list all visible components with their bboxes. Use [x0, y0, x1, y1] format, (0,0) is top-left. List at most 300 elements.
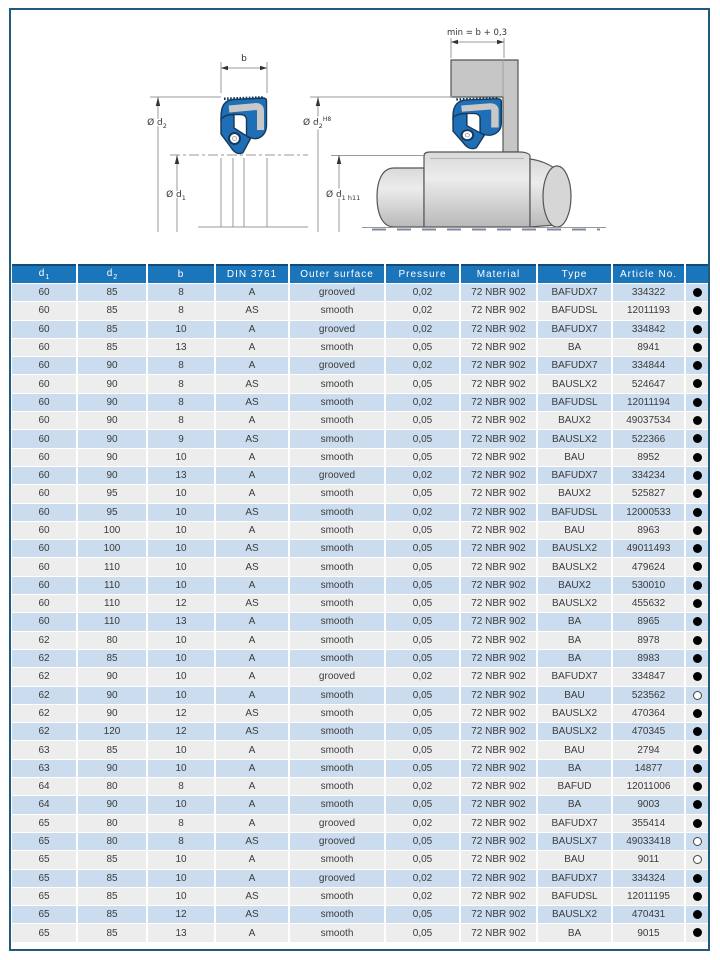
cell-din: A	[216, 741, 288, 758]
cell-article-no: 9011	[613, 851, 684, 868]
availability-dot	[693, 453, 702, 462]
cell-din: AS	[216, 723, 288, 740]
cell-article-no: 8965	[613, 613, 684, 630]
cell-article-no: 12011194	[613, 394, 684, 411]
cell-d2: 80	[78, 778, 146, 795]
table-row	[12, 723, 708, 740]
cell-b: 10	[148, 760, 214, 777]
cell-availability	[686, 888, 708, 905]
cell-b: 8	[148, 815, 214, 832]
cell-availability	[686, 650, 708, 667]
cell-d2: 90	[78, 430, 146, 447]
cell-d2: 90	[78, 668, 146, 685]
cell-din: A	[216, 815, 288, 832]
cell-outer-surface: smooth	[290, 632, 384, 649]
cell-outer-surface: smooth	[290, 723, 384, 740]
cell-availability	[686, 339, 708, 356]
cell-availability	[686, 430, 708, 447]
cell-availability	[686, 760, 708, 777]
cell-pressure: 0,05	[386, 741, 459, 758]
table-row	[12, 687, 708, 704]
cell-outer-surface: smooth	[290, 687, 384, 704]
cell-b: 10	[148, 851, 214, 868]
table-row	[12, 888, 708, 905]
col-header-outer-surface: Outer surface	[290, 264, 384, 283]
cell-d1: 60	[12, 467, 76, 484]
cell-d2: 95	[78, 485, 146, 502]
cell-b: 10	[148, 577, 214, 594]
cell-type: BA	[538, 924, 611, 941]
cell-outer-surface: smooth	[290, 760, 384, 777]
table-row	[12, 504, 708, 521]
cell-b: 12	[148, 906, 214, 923]
cell-pressure: 0,05	[386, 522, 459, 539]
cell-type: BAFUD	[538, 778, 611, 795]
cell-d2: 85	[78, 284, 146, 301]
cell-availability	[686, 595, 708, 612]
cell-material: 72 NBR 902	[461, 632, 536, 649]
cell-availability	[686, 741, 708, 758]
cell-d1: 65	[12, 888, 76, 905]
cell-pressure: 0,05	[386, 540, 459, 557]
cell-pressure: 0,05	[386, 650, 459, 667]
seal-installation-view	[303, 28, 606, 232]
cell-d2: 95	[78, 504, 146, 521]
availability-dot	[693, 874, 702, 883]
cell-material: 72 NBR 902	[461, 540, 536, 557]
cell-d1: 60	[12, 394, 76, 411]
table-row	[12, 796, 708, 813]
cell-pressure: 0,05	[386, 796, 459, 813]
cell-type: BAU	[538, 741, 611, 758]
cell-din: AS	[216, 394, 288, 411]
cell-outer-surface: smooth	[290, 796, 384, 813]
cell-pressure: 0,05	[386, 833, 459, 850]
cell-pressure: 0,05	[386, 577, 459, 594]
table-row	[12, 613, 708, 630]
d2-h8-label: Ø $d_2^{H8}$	[303, 116, 332, 130]
d2-label: Ø $d_2$	[147, 118, 167, 130]
cell-outer-surface: smooth	[290, 339, 384, 356]
cell-type: BAFUDSL	[538, 504, 611, 521]
availability-dot	[693, 782, 702, 791]
cell-article-no: 524647	[613, 375, 684, 392]
cell-outer-surface: smooth	[290, 558, 384, 575]
table-row	[12, 650, 708, 667]
cell-material: 72 NBR 902	[461, 705, 536, 722]
cell-din: A	[216, 522, 288, 539]
cell-availability	[686, 687, 708, 704]
cell-article-no: 8983	[613, 650, 684, 667]
cell-b: 10	[148, 504, 214, 521]
cell-type: BAUSLX2	[538, 595, 611, 612]
table-row	[12, 705, 708, 722]
cell-material: 72 NBR 902	[461, 723, 536, 740]
cell-type: BAFUDX7	[538, 357, 611, 374]
col-header-din: DIN 3761	[216, 264, 288, 283]
cell-outer-surface: smooth	[290, 375, 384, 392]
cell-type: BAU	[538, 449, 611, 466]
availability-dot	[693, 562, 702, 571]
availability-dot	[693, 910, 702, 919]
cell-material: 72 NBR 902	[461, 504, 536, 521]
availability-dot	[693, 544, 702, 553]
table-row	[12, 924, 708, 941]
cell-article-no: 8941	[613, 339, 684, 356]
availability-dot	[693, 288, 702, 297]
cell-article-no: 334324	[613, 870, 684, 887]
cell-pressure: 0,02	[386, 888, 459, 905]
cell-article-no: 455632	[613, 595, 684, 612]
cell-outer-surface: grooved	[290, 815, 384, 832]
cell-outer-surface: grooved	[290, 357, 384, 374]
cell-pressure: 0,05	[386, 723, 459, 740]
cell-b: 10	[148, 321, 214, 338]
availability-dot	[693, 691, 702, 700]
cell-b: 9	[148, 430, 214, 447]
cell-availability	[686, 870, 708, 887]
cell-b: 10	[148, 632, 214, 649]
cell-type: BA	[538, 650, 611, 667]
cell-article-no: 470364	[613, 705, 684, 722]
cell-availability	[686, 449, 708, 466]
availability-dot	[693, 617, 702, 626]
cell-d1: 60	[12, 430, 76, 447]
cell-b: 8	[148, 284, 214, 301]
cell-pressure: 0,05	[386, 613, 459, 630]
cell-outer-surface: smooth	[290, 924, 384, 941]
cell-d1: 60	[12, 412, 76, 429]
table-row	[12, 467, 708, 484]
cell-d1: 60	[12, 577, 76, 594]
cell-b: 12	[148, 595, 214, 612]
col-header-pressure: Pressure	[386, 264, 459, 283]
table-row	[12, 851, 708, 868]
cell-d1: 60	[12, 449, 76, 466]
table-row	[12, 412, 708, 429]
cell-material: 72 NBR 902	[461, 613, 536, 630]
cell-d2: 85	[78, 888, 146, 905]
availability-dot	[693, 636, 702, 645]
cell-material: 72 NBR 902	[461, 485, 536, 502]
cell-b: 10	[148, 687, 214, 704]
cell-din: A	[216, 668, 288, 685]
cell-d2: 85	[78, 870, 146, 887]
seal-cross-section	[221, 97, 267, 153]
cell-material: 72 NBR 902	[461, 888, 536, 905]
cell-pressure: 0,02	[386, 504, 459, 521]
table-row	[12, 906, 708, 923]
cell-b: 13	[148, 467, 214, 484]
cell-article-no: 2794	[613, 741, 684, 758]
table-row	[12, 558, 708, 575]
cell-material: 72 NBR 902	[461, 595, 536, 612]
cell-d2: 90	[78, 375, 146, 392]
table-row	[12, 357, 708, 374]
cell-d2: 90	[78, 412, 146, 429]
cell-pressure: 0,05	[386, 924, 459, 941]
cell-d2: 85	[78, 321, 146, 338]
mounted-seal-cross-section	[453, 98, 501, 149]
cell-article-no: 49011493	[613, 540, 684, 557]
cell-material: 72 NBR 902	[461, 906, 536, 923]
cell-outer-surface: smooth	[290, 577, 384, 594]
cell-outer-surface: smooth	[290, 851, 384, 868]
cell-pressure: 0,02	[386, 357, 459, 374]
cell-availability	[686, 321, 708, 338]
table-row	[12, 284, 708, 301]
cell-d1: 65	[12, 870, 76, 887]
cell-material: 72 NBR 902	[461, 778, 536, 795]
cell-article-no: 8963	[613, 522, 684, 539]
cell-d1: 60	[12, 485, 76, 502]
cell-type: BAFUDX7	[538, 321, 611, 338]
cell-din: A	[216, 870, 288, 887]
cell-b: 10	[148, 540, 214, 557]
cell-d1: 60	[12, 595, 76, 612]
table-row	[12, 778, 708, 795]
cell-din: A	[216, 284, 288, 301]
availability-dot	[693, 727, 702, 736]
cell-pressure: 0,05	[386, 412, 459, 429]
cell-d1: 62	[12, 723, 76, 740]
cell-b: 13	[148, 613, 214, 630]
cell-type: BAFUDSL	[538, 302, 611, 319]
cell-outer-surface: smooth	[290, 504, 384, 521]
cell-article-no: 49033418	[613, 833, 684, 850]
availability-dot	[693, 819, 702, 828]
cell-article-no: 334234	[613, 467, 684, 484]
cell-din: A	[216, 485, 288, 502]
seal-section-view	[147, 54, 308, 232]
cell-b: 8	[148, 412, 214, 429]
cell-pressure: 0,05	[386, 485, 459, 502]
cell-b: 10	[148, 870, 214, 887]
cell-b: 8	[148, 778, 214, 795]
cell-b: 12	[148, 723, 214, 740]
table-row	[12, 741, 708, 758]
cell-outer-surface: grooved	[290, 467, 384, 484]
cell-material: 72 NBR 902	[461, 577, 536, 594]
cell-din: AS	[216, 833, 288, 850]
cell-material: 72 NBR 902	[461, 796, 536, 813]
cell-material: 72 NBR 902	[461, 870, 536, 887]
cell-pressure: 0,05	[386, 430, 459, 447]
cell-article-no: 334844	[613, 357, 684, 374]
dim-arrow-right	[260, 66, 267, 70]
cell-article-no: 14877	[613, 760, 684, 777]
cell-material: 72 NBR 902	[461, 668, 536, 685]
cell-article-no: 12011006	[613, 778, 684, 795]
cell-availability	[686, 815, 708, 832]
cell-availability	[686, 705, 708, 722]
seal-spec-table	[10, 263, 710, 943]
availability-dot	[693, 325, 702, 334]
cell-d1: 60	[12, 504, 76, 521]
cell-d2: 100	[78, 522, 146, 539]
cell-article-no: 522366	[613, 430, 684, 447]
cell-availability	[686, 284, 708, 301]
cell-d2: 85	[78, 339, 146, 356]
cell-pressure: 0,02	[386, 870, 459, 887]
table-row	[12, 668, 708, 685]
cell-material: 72 NBR 902	[461, 760, 536, 777]
cell-din: A	[216, 577, 288, 594]
col-header-d1: $d_1$	[12, 264, 76, 283]
cell-din: A	[216, 412, 288, 429]
cell-outer-surface: smooth	[290, 394, 384, 411]
cell-din: A	[216, 449, 288, 466]
cell-pressure: 0,02	[386, 394, 459, 411]
availability-dot	[693, 928, 702, 937]
cell-d1: 60	[12, 357, 76, 374]
cell-availability	[686, 723, 708, 740]
availability-dot	[693, 379, 702, 388]
col-header-b: b	[148, 264, 214, 283]
cell-article-no: 334847	[613, 668, 684, 685]
cell-b: 10	[148, 449, 214, 466]
cell-din: A	[216, 632, 288, 649]
cell-din: AS	[216, 888, 288, 905]
cell-d2: 110	[78, 577, 146, 594]
cell-availability	[686, 375, 708, 392]
cell-outer-surface: smooth	[290, 522, 384, 539]
seal-technical-diagram	[10, 8, 710, 260]
cell-material: 72 NBR 902	[461, 394, 536, 411]
cell-d1: 63	[12, 760, 76, 777]
cell-article-no: 355414	[613, 815, 684, 832]
cell-d1: 62	[12, 687, 76, 704]
availability-dot	[693, 343, 702, 352]
cell-d2: 80	[78, 815, 146, 832]
cell-pressure: 0,05	[386, 558, 459, 575]
cell-article-no: 9003	[613, 796, 684, 813]
availability-dot	[693, 416, 702, 425]
cell-d2: 90	[78, 449, 146, 466]
width-b-label: b	[241, 54, 247, 64]
cell-material: 72 NBR 902	[461, 449, 536, 466]
availability-dot	[693, 581, 702, 590]
cell-d2: 90	[78, 394, 146, 411]
cell-din: A	[216, 613, 288, 630]
cell-availability	[686, 778, 708, 795]
cell-pressure: 0,02	[386, 668, 459, 685]
cell-d1: 60	[12, 339, 76, 356]
cell-article-no: 49037534	[613, 412, 684, 429]
cell-b: 8	[148, 302, 214, 319]
cell-type: BAFUDSL	[538, 888, 611, 905]
cell-article-no: 12011193	[613, 302, 684, 319]
cell-d2: 110	[78, 613, 146, 630]
cell-d1: 65	[12, 924, 76, 941]
cell-b: 13	[148, 924, 214, 941]
availability-dot	[693, 599, 702, 608]
cell-article-no: 530010	[613, 577, 684, 594]
cell-din: AS	[216, 558, 288, 575]
table-row	[12, 760, 708, 777]
cell-din: AS	[216, 430, 288, 447]
cell-article-no: 12000533	[613, 504, 684, 521]
cell-din: A	[216, 687, 288, 704]
cell-availability	[686, 357, 708, 374]
cell-article-no: 523562	[613, 687, 684, 704]
cell-outer-surface: smooth	[290, 778, 384, 795]
availability-dot	[693, 471, 702, 480]
spec-table-container	[10, 263, 710, 943]
cell-type: BAUX2	[538, 577, 611, 594]
cell-din: A	[216, 851, 288, 868]
cell-outer-surface: smooth	[290, 412, 384, 429]
cell-type: BAU	[538, 522, 611, 539]
cell-material: 72 NBR 902	[461, 357, 536, 374]
col-header-type: Type	[538, 264, 611, 283]
availability-dot	[693, 855, 702, 864]
cell-d2: 85	[78, 924, 146, 941]
cell-b: 8	[148, 375, 214, 392]
cell-b: 8	[148, 833, 214, 850]
table-row	[12, 375, 708, 392]
d1-h11-label: Ø $d_{1 h11}$	[326, 190, 361, 202]
cell-outer-surface: smooth	[290, 485, 384, 502]
cell-article-no: 9015	[613, 924, 684, 941]
col-header-material: Material	[461, 264, 536, 283]
cell-b: 10	[148, 650, 214, 667]
cell-outer-surface: grooved	[290, 668, 384, 685]
availability-dot	[693, 306, 702, 315]
cell-material: 72 NBR 902	[461, 650, 536, 667]
cell-d2: 90	[78, 796, 146, 813]
cell-type: BA	[538, 632, 611, 649]
cell-availability	[686, 522, 708, 539]
cell-pressure: 0,02	[386, 815, 459, 832]
cell-availability	[686, 577, 708, 594]
cell-d1: 60	[12, 522, 76, 539]
cell-pressure: 0,05	[386, 595, 459, 612]
cell-type: BAUSLX2	[538, 375, 611, 392]
cell-b: 8	[148, 394, 214, 411]
cell-material: 72 NBR 902	[461, 741, 536, 758]
table-row	[12, 870, 708, 887]
cell-d1: 64	[12, 778, 76, 795]
cell-type: BAFUDX7	[538, 870, 611, 887]
cell-type: BAU	[538, 687, 611, 704]
cell-pressure: 0,02	[386, 778, 459, 795]
cell-d1: 62	[12, 705, 76, 722]
cell-material: 72 NBR 902	[461, 339, 536, 356]
cell-material: 72 NBR 902	[461, 302, 536, 319]
cell-availability	[686, 558, 708, 575]
availability-dot	[693, 489, 702, 498]
cell-d2: 90	[78, 705, 146, 722]
cell-material: 72 NBR 902	[461, 430, 536, 447]
cell-b: 10	[148, 668, 214, 685]
cell-type: BAFUDX7	[538, 668, 611, 685]
availability-dot	[693, 361, 702, 370]
table-row	[12, 632, 708, 649]
cell-d2: 80	[78, 632, 146, 649]
cell-din: A	[216, 924, 288, 941]
cell-type: BA	[538, 613, 611, 630]
cell-din: AS	[216, 302, 288, 319]
cell-availability	[686, 540, 708, 557]
cell-d1: 64	[12, 796, 76, 813]
table-row	[12, 485, 708, 502]
cell-outer-surface: smooth	[290, 302, 384, 319]
table-row	[12, 430, 708, 447]
cell-din: A	[216, 467, 288, 484]
cell-d1: 60	[12, 540, 76, 557]
cell-b: 12	[148, 705, 214, 722]
